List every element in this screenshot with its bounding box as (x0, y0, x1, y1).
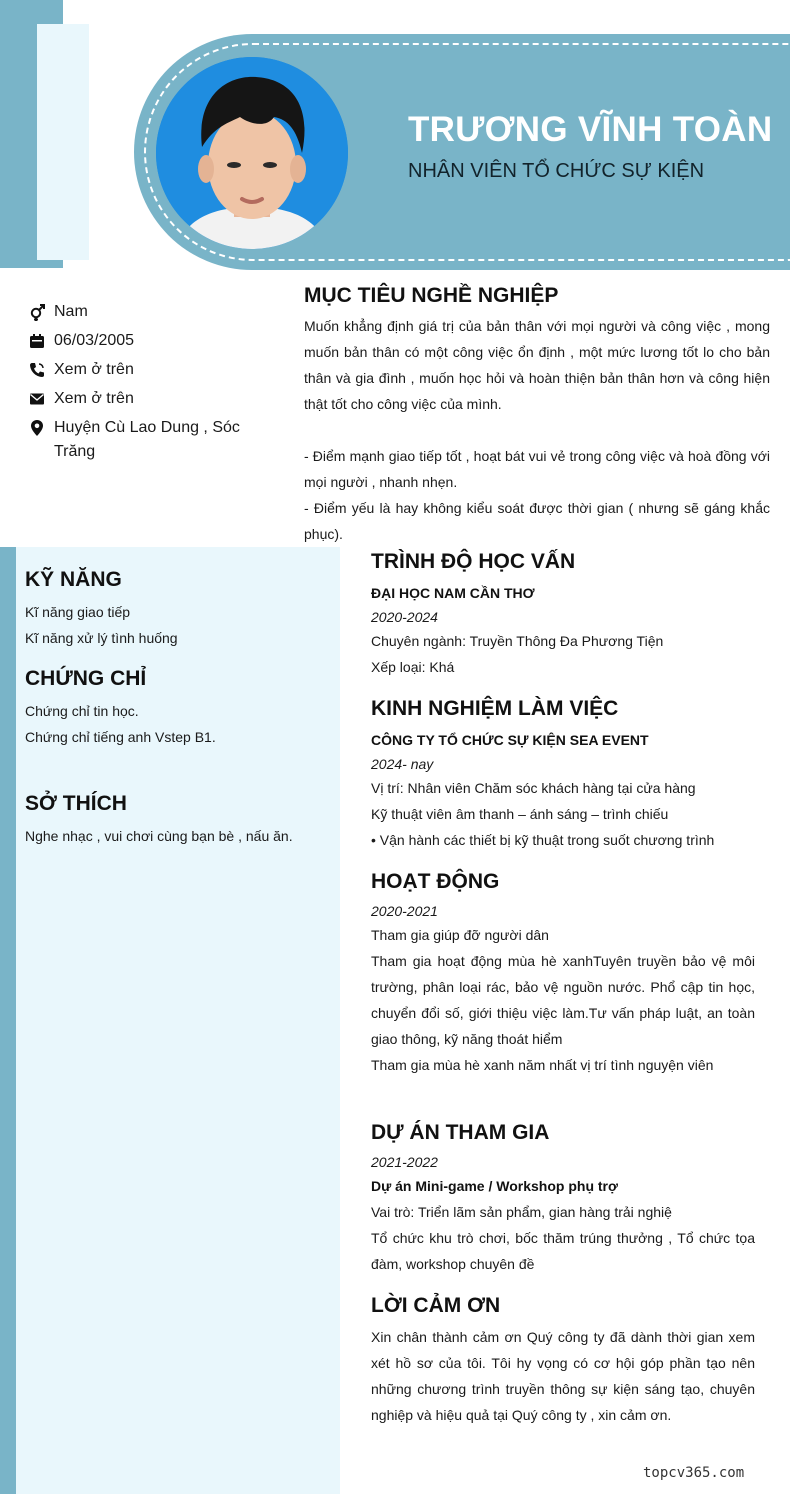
skills-section (25, 567, 325, 651)
contact-birthdate (28, 329, 278, 353)
certificate-item: Chứng chỉ tin học. (25, 703, 139, 719)
hobbies-section (25, 791, 325, 849)
projects-section (371, 1120, 755, 1277)
skills-heading: KỸ NĂNG (25, 568, 122, 591)
contact-phone (28, 358, 278, 382)
skill-item: Kĩ năng xử lý tình huống (25, 630, 178, 646)
hobbies-text: Nghe nhạc , vui chơi cùng bạn bè , nấu ăn. (25, 828, 293, 844)
skill-item: Kĩ năng giao tiếp (25, 604, 131, 620)
activity-line: Tham gia giúp đỡ người dân (371, 927, 549, 943)
address-text: Huyện Cù Lao Dung , Sóc Trăng (54, 419, 240, 460)
contact-address (28, 416, 278, 464)
experience-heading: KINH NGHIỆM LÀM VIỆC (371, 697, 619, 720)
education-period: 2020-2024 (371, 609, 438, 625)
left-column-accent-strip (0, 547, 16, 1494)
activities-heading: HOẠT ĐỘNG (371, 870, 500, 893)
projects-period: 2021-2022 (371, 1154, 438, 1170)
experience-section (371, 696, 755, 853)
experience-line: Vị trí: Nhân viên Chăm sóc khách hàng tại cửa hàng (371, 780, 696, 796)
envelope-icon (28, 387, 46, 411)
education-school: ĐẠI HỌC NAM CẦN THƠ (371, 585, 535, 601)
contact-gender (28, 300, 278, 324)
email-text: Xem ở trên (54, 390, 134, 407)
education-major: Chuyên ngành: Truyền Thông Đa Phương Tiện (371, 633, 664, 649)
project-line: Tổ chức khu trò chơi, bốc thăm trúng thưởng , Tổ chức tọa đàm, workshop chuyên đề (371, 1230, 755, 1272)
objective-strength: - Điểm mạnh giao tiếp tốt , hoạt bát vui vẻ trong công việc và hoà đồng với mọi người , nhanh nhẹn. (304, 448, 770, 490)
experience-period: 2024- nay (371, 756, 434, 772)
thanks-heading: LỜI CẢM ƠN (371, 1294, 501, 1317)
contact-info (28, 300, 278, 469)
activity-line: Tham gia mùa hè xanh năm nhất vị trí tình nguyện viên (371, 1057, 714, 1073)
education-rank: Xếp loại: Khá (371, 659, 455, 675)
gender-text: Nam (54, 303, 88, 320)
objective-heading: MỤC TIÊU NGHỀ NGHIỆP (304, 284, 559, 307)
hobbies-heading: SỞ THÍCH (25, 792, 127, 815)
portrait-image (156, 57, 348, 249)
profile-photo (156, 57, 348, 249)
objective-paragraph: Muốn khẳng định giá trị của bản thân với mọi người và công việc , mong muốn bản thân có một công việc ổn định , một mức lương tốt lo cho bản thân và gia đình , muốn học hỏi và hoàn thiện bản thân hơn và công hiện thật tốt cho công việc của mình. (304, 318, 770, 412)
objective-weakness: - Điểm yếu là hay không kiểu soát được thời gian ( nhưng sẽ gáng khắc phục). (304, 500, 770, 542)
education-heading: TRÌNH ĐỘ HỌC VẤN (371, 550, 576, 573)
phone-text: Xem ở trên (54, 361, 134, 378)
activities-period: 2020-2021 (371, 903, 438, 919)
certificates-section (25, 666, 325, 750)
thanks-section (371, 1293, 755, 1428)
thanks-text: Xin chân thành cảm ơn Quý công ty đã dành thời gian xem xét hồ sơ của tôi. Tôi hy vọng có cơ hội góp phần tạo nên những chương trình truyền thông sự kiện sáng tạo, chuyên nghiệp và hiệu quả tại Quý công ty , xin cảm ơn. (371, 1329, 755, 1423)
certificates-heading: CHỨNG CHỈ (25, 667, 147, 690)
project-name: Dự án Mini-game / Workshop phụ trợ (371, 1178, 618, 1194)
birthdate-text: 06/03/2005 (54, 332, 135, 349)
activities-section (371, 869, 755, 1078)
candidate-job-title: NHÂN VIÊN TỔ CHỨC SỰ KIỆN (408, 160, 705, 182)
education-section (371, 549, 755, 680)
experience-line: • Vận hành các thiết bị kỹ thuật trong suốt chương trình (371, 832, 715, 848)
contact-email (28, 387, 278, 411)
career-objective-section (304, 283, 770, 547)
header-left-inner-block (37, 24, 89, 260)
calendar-icon (28, 329, 46, 353)
projects-heading: DỰ ÁN THAM GIA (371, 1121, 550, 1144)
watermark-text: topcv365.com (643, 1465, 745, 1481)
location-pin-icon (28, 416, 46, 440)
gender-icon (28, 300, 46, 324)
project-line: Vai trò: Triển lãm sản phẩm, gian hàng trải nghiệ (371, 1204, 672, 1220)
experience-line: Kỹ thuật viên âm thanh – ánh sáng – trình chiếu (371, 806, 669, 822)
experience-company: CÔNG TY TỔ CHỨC SỰ KIỆN SEA EVENT (371, 732, 649, 748)
objective-spacer (304, 417, 770, 443)
candidate-name: TRƯƠNG VĨNH TOÀN (408, 110, 773, 149)
activity-line: Tham gia hoạt động mùa hè xanhTuyên truyền bảo vệ môi trường, phân loại rác, bảo vệ nguồn nước. Phổ cập tin học, chuyển đổi số, giới thiệu việc làm.Tư vấn pháp luật, an toàn giao thông, kỹ năng thoát hiểm (371, 953, 755, 1047)
phone-icon (28, 358, 46, 382)
certificate-item: Chứng chỉ tiếng anh Vstep B1. (25, 729, 216, 745)
